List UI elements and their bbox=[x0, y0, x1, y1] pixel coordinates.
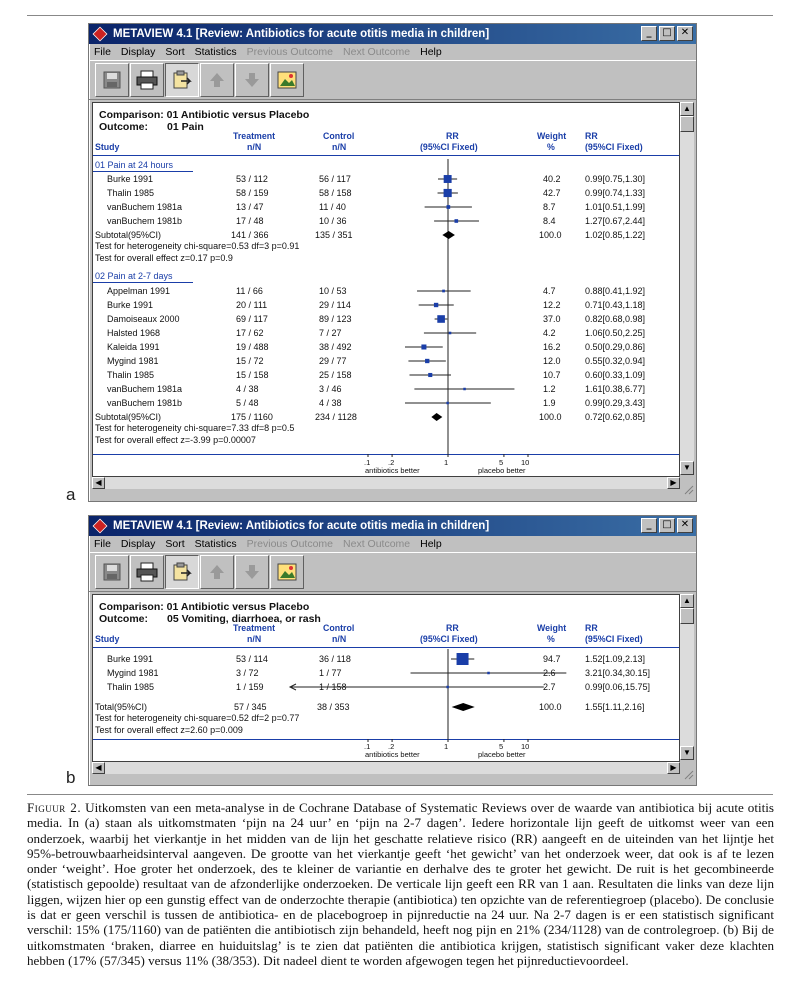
clipboard-arrow-icon bbox=[171, 70, 193, 90]
col-rr-ci-sub: (95%CI Fixed) bbox=[585, 634, 643, 644]
study-square bbox=[463, 388, 466, 391]
control-value: 36 / 118 bbox=[319, 654, 351, 664]
rr-ci-value: 0.72[0.62,0.85] bbox=[585, 412, 646, 422]
rr-ci-value: 1.27[0.67,2.44] bbox=[585, 216, 646, 226]
toolbar bbox=[89, 552, 696, 592]
col-rr: RR bbox=[446, 131, 459, 141]
study-name: vanBuchem 1981b bbox=[107, 398, 183, 408]
axis-tick-label: 10 bbox=[521, 742, 530, 751]
scroll-right-button[interactable]: ▶ bbox=[667, 762, 680, 774]
study-square bbox=[434, 303, 438, 307]
minimize-button[interactable]: _ bbox=[641, 518, 657, 533]
picture-icon bbox=[276, 562, 298, 582]
control-value: 29 / 77 bbox=[319, 356, 347, 366]
rr-ci-value: 0.71[0.43,1.18] bbox=[585, 300, 646, 310]
print-tool-button[interactable] bbox=[130, 555, 164, 589]
horizontal-scrollbar[interactable] bbox=[92, 477, 680, 489]
col-treatment-sub: n/N bbox=[247, 142, 262, 152]
caption-text: Uitkomsten van een meta-analyse in de Cochrane Database of Systematic Reviews over de waarde van antibiotica bij acute otitis media. In (a) staan als uitkomstmaten ‘pijn na 24 uur’ en ‘pijn na 2-7 dagen’. Iedere horizontale lijn geeft de uitkomst weer van een onderzoek, waarbij het vierkantje in het midden van de lijn het geschatte relatieve risico (RR) aangeeft en de uiteinden van het lijntje het 95%-betrouwbaarheidsinterval aangeven. De grootte van het vierkantje geeft ‘het gewicht’ van het onderzoek weer, dat ook is af te lezen onder ‘weight’. Hoe groter het onderzoek, des te kleiner de variantie en derhalve des te groter het gewicht. De ruit is het gecombineerde (statistisch gepoolde) resultaat van de afzonderlijke onderzoeken. De verticale lijn geeft een RR van 1 aan. Resultaten die links van deze lijn liggen, wijzen hier op een gunstig effect van de onderzochte therapie (antibiotica) ten opzichte van de referentiegroep (placebo). De conclusie is dat er geen verschil is tussen de antibiotica- en de placebogroep in pijnreductie na 24 uur. Na 2-7 dagen is er een statistisch significant verschil: 15% (175/1160) van de patiënten die antibiotisch zijn behandeld, heeft nog pijn en 21% (234/1128) van de controlegroep. (b) Bij de uitkomstmaten ‘braken, diarree en huiduitslag’ is te zien dat patiënten die antibiotica krijgen, statistisch significant vaker deze klachten hebben (17% (57/345) versus 11% (38/353). Dit nadeel dient te worden afgewogen tegen het pijnreductievoordeel. bbox=[27, 800, 774, 968]
menu-next-outcome: Next Outcome bbox=[343, 538, 411, 550]
save-tool-button[interactable] bbox=[95, 555, 129, 589]
study-square bbox=[428, 373, 432, 377]
col-rr-sub: (95%CI Fixed) bbox=[420, 634, 478, 644]
study-square bbox=[454, 219, 458, 223]
app-icon bbox=[93, 27, 108, 42]
control-value: 56 / 117 bbox=[319, 174, 351, 184]
treatment-value: 17 / 62 bbox=[236, 328, 264, 338]
overall-effect-test: Test for overall effect z=-3.99 p=0.00007 bbox=[95, 435, 256, 445]
control-value: 38 / 492 bbox=[319, 342, 352, 352]
rr-ci-value: 0.99[0.74,1.33] bbox=[585, 188, 646, 198]
save-icon bbox=[102, 562, 122, 582]
axis-tick-label: 5 bbox=[499, 742, 504, 751]
pooled-diamond bbox=[431, 413, 442, 421]
study-name: Thalin 1985 bbox=[107, 370, 155, 380]
col-weight-sub: % bbox=[547, 634, 555, 644]
close-button[interactable]: ✕ bbox=[677, 518, 693, 533]
axis-tick-label: 1 bbox=[444, 458, 449, 467]
weight-value: 10.7 bbox=[543, 370, 561, 380]
treatment-value: 13 / 47 bbox=[236, 202, 264, 212]
weight-value: 4.2 bbox=[543, 328, 556, 338]
clipboard-arrow-icon bbox=[171, 562, 193, 582]
figure-caption bbox=[27, 800, 774, 968]
study-square bbox=[457, 653, 469, 665]
title-bar bbox=[89, 516, 696, 536]
graph-tool-button[interactable] bbox=[270, 555, 304, 589]
scroll-right-button[interactable]: ▶ bbox=[667, 477, 680, 489]
metaview-window-b bbox=[88, 515, 697, 786]
menu-display[interactable]: Display bbox=[120, 538, 156, 550]
col-weight-sub: % bbox=[547, 142, 555, 152]
col-treatment: Treatment bbox=[233, 131, 276, 141]
comparison-title: Comparison: 01 Antibiotic versus Placebo bbox=[99, 601, 310, 613]
previous-tool-button[interactable] bbox=[200, 555, 234, 589]
treatment-value: 58 / 159 bbox=[236, 188, 269, 198]
weight-value: 37.0 bbox=[543, 314, 561, 324]
rr-ci-value: 0.99[0.29,3.43] bbox=[585, 398, 646, 408]
rr-ci-value: 1.61[0.38,6.77] bbox=[585, 384, 646, 394]
resize-grip-icon[interactable] bbox=[682, 483, 694, 495]
weight-value: 12.2 bbox=[543, 300, 561, 310]
menu-help[interactable]: Help bbox=[420, 46, 442, 58]
treatment-value: 175 / 1160 bbox=[231, 412, 273, 422]
pooled-diamond bbox=[442, 231, 455, 239]
menu-file[interactable]: File bbox=[94, 538, 111, 550]
placebo-better-label: placebo better bbox=[478, 750, 526, 759]
col-control: Control bbox=[323, 131, 355, 141]
overall-effect-test: Test for overall effect z=2.60 p=0.009 bbox=[95, 725, 243, 735]
close-button[interactable]: ✕ bbox=[677, 26, 693, 41]
arrow-down-icon bbox=[242, 562, 262, 582]
study-name: vanBuchem 1981a bbox=[107, 202, 183, 212]
subtotal-label: Subtotal(95%CI) bbox=[95, 412, 162, 422]
study-name: Thalin 1985 bbox=[107, 682, 155, 692]
study-name: Burke 1991 bbox=[107, 174, 154, 184]
forest-plot-area bbox=[92, 102, 680, 477]
weight-value: 1.9 bbox=[543, 398, 556, 408]
outcome-value: 05 Vomiting, diarrhoea, or rash bbox=[167, 613, 321, 625]
outcome-label: Outcome: bbox=[99, 613, 149, 625]
antibiotics-better-label: antibiotics better bbox=[365, 466, 420, 475]
study-name: Mygind 1981 bbox=[107, 668, 159, 678]
weight-value: 2.6 bbox=[543, 668, 556, 678]
rr-ci-value: 1.02[0.85,1.22] bbox=[585, 230, 646, 240]
menu-previous-outcome: Previous Outcome bbox=[246, 538, 334, 550]
study-name: Burke 1991 bbox=[107, 654, 154, 664]
menu-help[interactable]: Help bbox=[420, 538, 442, 550]
col-weight: Weight bbox=[537, 623, 567, 633]
control-value: 4 / 38 bbox=[319, 398, 342, 408]
treatment-value: 53 / 114 bbox=[236, 654, 268, 664]
axis-tick-label: 10 bbox=[521, 458, 530, 467]
weight-value: 8.4 bbox=[543, 216, 556, 226]
control-value: 135 / 351 bbox=[315, 230, 353, 240]
printer-icon bbox=[136, 562, 158, 582]
treatment-value: 53 / 112 bbox=[236, 174, 268, 184]
control-value: 7 / 27 bbox=[319, 328, 342, 338]
study-square bbox=[446, 686, 449, 689]
save-icon bbox=[102, 70, 122, 90]
pooled-diamond bbox=[452, 703, 475, 711]
study-name: Kaleida 1991 bbox=[107, 342, 160, 352]
control-value: 3 / 46 bbox=[319, 384, 342, 394]
study-name: Thalin 1985 bbox=[107, 188, 155, 198]
treatment-value: 19 / 488 bbox=[236, 342, 269, 352]
outcome-label: Outcome: bbox=[99, 121, 149, 133]
menu-previous-outcome: Previous Outcome bbox=[246, 46, 334, 58]
menu-bar bbox=[89, 44, 696, 60]
arrow-up-icon bbox=[207, 70, 227, 90]
antibiotics-better-label: antibiotics better bbox=[365, 750, 420, 759]
caption-label: Figuur 2. bbox=[27, 800, 82, 815]
rr-ci-value: 0.88[0.41,1.92] bbox=[585, 286, 646, 296]
treatment-value: 17 / 48 bbox=[236, 216, 264, 226]
col-rr-ci-sub: (95%CI Fixed) bbox=[585, 142, 643, 152]
rr-ci-value: 0.99[0.06,15.75] bbox=[585, 682, 651, 692]
treatment-value: 5 / 48 bbox=[236, 398, 259, 408]
control-value: 58 / 158 bbox=[319, 188, 352, 198]
col-control-sub: n/N bbox=[332, 634, 347, 644]
study-square bbox=[425, 359, 429, 363]
weight-value: 1.2 bbox=[543, 384, 556, 394]
axis-tick-label: .2 bbox=[388, 458, 395, 467]
export-tool-button[interactable] bbox=[165, 63, 199, 97]
col-control-sub: n/N bbox=[332, 142, 347, 152]
weight-value: 8.7 bbox=[543, 202, 556, 212]
col-rr-ci: RR bbox=[585, 623, 598, 633]
heterogeneity-test: Test for heterogeneity chi-square=0.53 df=3 p=0.91 bbox=[95, 241, 300, 251]
treatment-value: 141 / 366 bbox=[231, 230, 269, 240]
placebo-better-label: placebo better bbox=[478, 466, 526, 475]
next-tool-button[interactable] bbox=[235, 63, 269, 97]
menu-statistics[interactable]: Statistics bbox=[194, 46, 237, 58]
forest-plot-svg bbox=[93, 103, 677, 476]
study-square bbox=[442, 290, 445, 293]
maximize-button[interactable]: □ bbox=[659, 26, 675, 41]
axis-tick-label: .2 bbox=[388, 742, 395, 751]
weight-value: 42.7 bbox=[543, 188, 561, 198]
weight-value: 4.7 bbox=[543, 286, 556, 296]
treatment-value: 3 / 72 bbox=[236, 668, 259, 678]
window-title: METAVIEW 4.1 [Review: Antibiotics for acute otitis media in children] bbox=[113, 520, 490, 532]
scroll-up-button[interactable]: ▲ bbox=[680, 594, 694, 608]
col-rr-sub: (95%CI Fixed) bbox=[420, 142, 478, 152]
weight-value: 2.7 bbox=[543, 682, 556, 692]
weight-value: 40.2 bbox=[543, 174, 561, 184]
previous-tool-button[interactable] bbox=[200, 63, 234, 97]
subtotal-label: Subtotal(95%CI) bbox=[95, 230, 162, 240]
col-control: Control bbox=[323, 623, 355, 633]
study-square bbox=[444, 175, 452, 183]
menu-statistics[interactable]: Statistics bbox=[194, 538, 237, 550]
treatment-value: 11 / 66 bbox=[236, 286, 263, 296]
axis-tick-label: 5 bbox=[499, 458, 504, 467]
vertical-scrollbar[interactable] bbox=[680, 102, 694, 475]
top-rule bbox=[27, 15, 773, 16]
print-tool-button[interactable] bbox=[130, 63, 164, 97]
scroll-left-button[interactable]: ◀ bbox=[92, 762, 105, 774]
control-value: 234 / 1128 bbox=[315, 412, 357, 422]
control-value: 29 / 114 bbox=[319, 300, 351, 310]
weight-value: 94.7 bbox=[543, 654, 561, 664]
study-square bbox=[437, 315, 445, 323]
window-title: METAVIEW 4.1 [Review: Antibiotics for acute otitis media in children] bbox=[113, 28, 490, 40]
rr-ci-value: 3.21[0.34,30.15] bbox=[585, 668, 651, 678]
title-bar bbox=[89, 24, 696, 44]
treatment-value: 4 / 38 bbox=[236, 384, 259, 394]
rr-ci-value: 0.99[0.75,1.30] bbox=[585, 174, 646, 184]
control-value: 11 / 40 bbox=[319, 202, 346, 212]
total-label: Total(95%CI) bbox=[95, 702, 148, 712]
menu-sort[interactable]: Sort bbox=[165, 538, 185, 550]
heterogeneity-test: Test for heterogeneity chi-square=0.52 df=2 p=0.77 bbox=[95, 713, 300, 723]
maximize-button[interactable]: □ bbox=[659, 518, 675, 533]
app-icon bbox=[93, 519, 108, 534]
export-tool-button[interactable] bbox=[165, 555, 199, 589]
scroll-up-button[interactable]: ▲ bbox=[680, 102, 694, 116]
axis-tick-label: .1 bbox=[364, 742, 371, 751]
rr-ci-value: 1.55[1.11,2.16] bbox=[585, 702, 645, 712]
rr-ci-value: 1.52[1.09,2.13] bbox=[585, 654, 646, 664]
study-name: Burke 1991 bbox=[107, 300, 154, 310]
rr-ci-value: 0.55[0.32,0.94] bbox=[585, 356, 646, 366]
col-treatment-sub: n/N bbox=[247, 634, 262, 644]
col-rr: RR bbox=[446, 623, 459, 633]
col-weight: Weight bbox=[537, 131, 567, 141]
panel-letter-b: b bbox=[66, 768, 76, 787]
study-square bbox=[449, 332, 452, 335]
next-tool-button[interactable] bbox=[235, 555, 269, 589]
vertical-scrollbar[interactable] bbox=[680, 594, 694, 760]
arrow-down-icon bbox=[242, 70, 262, 90]
study-name: Appelman 1991 bbox=[107, 286, 171, 296]
control-value: 89 / 123 bbox=[319, 314, 352, 324]
menu-bar bbox=[89, 536, 696, 552]
axis-tick-label: 1 bbox=[444, 742, 449, 751]
treatment-value: 57 / 345 bbox=[234, 702, 267, 712]
caption-rule bbox=[27, 794, 773, 795]
panel-letter-a: a bbox=[66, 485, 76, 504]
metaview-window-a bbox=[88, 23, 697, 502]
control-value: 1 / 158 bbox=[319, 682, 347, 692]
comparison-title: Comparison: 01 Antibiotic versus Placebo bbox=[99, 109, 310, 121]
study-square bbox=[444, 189, 452, 197]
treatment-value: 69 / 117 bbox=[236, 314, 268, 324]
study-name: vanBuchem 1981a bbox=[107, 384, 183, 394]
treatment-value: 15 / 72 bbox=[236, 356, 264, 366]
scroll-left-button[interactable]: ◀ bbox=[92, 477, 105, 489]
control-value: 38 / 353 bbox=[317, 702, 350, 712]
axis-tick-label: .1 bbox=[364, 458, 371, 467]
col-treatment: Treatment bbox=[233, 623, 276, 633]
treatment-value: 20 / 111 bbox=[236, 300, 268, 310]
weight-value: 100.0 bbox=[539, 702, 562, 712]
graph-tool-button[interactable] bbox=[270, 63, 304, 97]
study-square bbox=[487, 672, 490, 675]
weight-value: 16.2 bbox=[543, 342, 561, 352]
menu-file[interactable]: File bbox=[94, 46, 111, 58]
heterogeneity-test: Test for heterogeneity chi-square=7.33 df=8 p=0.5 bbox=[95, 423, 295, 433]
horizontal-scrollbar[interactable] bbox=[92, 762, 680, 774]
control-value: 25 / 158 bbox=[319, 370, 352, 380]
menu-sort[interactable]: Sort bbox=[165, 46, 185, 58]
weight-value: 100.0 bbox=[539, 230, 562, 240]
study-name: Halsted 1968 bbox=[107, 328, 161, 338]
minimize-button[interactable]: _ bbox=[641, 26, 657, 41]
forest-plot-area bbox=[92, 594, 680, 762]
toolbar bbox=[89, 60, 696, 100]
printer-icon bbox=[136, 70, 158, 90]
weight-value: 12.0 bbox=[543, 356, 561, 366]
study-square bbox=[421, 344, 426, 349]
forest-plot-svg bbox=[93, 595, 677, 761]
treatment-value: 1 / 159 bbox=[236, 682, 264, 692]
outcome-value: 01 Pain bbox=[167, 121, 204, 133]
col-rr-ci: RR bbox=[585, 131, 598, 141]
col-study: Study bbox=[95, 142, 120, 152]
control-value: 1 / 77 bbox=[319, 668, 342, 678]
scroll-down-button[interactable]: ▼ bbox=[680, 461, 694, 475]
weight-value: 100.0 bbox=[539, 412, 562, 422]
save-tool-button[interactable] bbox=[95, 63, 129, 97]
group-title: 02 Pain at 2-7 days bbox=[95, 271, 173, 281]
study-square bbox=[447, 205, 451, 209]
study-square bbox=[446, 402, 449, 405]
study-name: Damoiseaux 2000 bbox=[107, 314, 180, 324]
scroll-thumb[interactable] bbox=[680, 608, 694, 624]
resize-grip-icon[interactable] bbox=[682, 768, 694, 780]
menu-next-outcome: Next Outcome bbox=[343, 46, 411, 58]
group-title: 01 Pain at 24 hours bbox=[95, 160, 174, 170]
scroll-thumb[interactable] bbox=[680, 116, 694, 132]
control-value: 10 / 53 bbox=[319, 286, 347, 296]
rr-ci-value: 1.06[0.50,2.25] bbox=[585, 328, 646, 338]
rr-ci-value: 0.60[0.33,1.09] bbox=[585, 370, 646, 380]
treatment-value: 15 / 158 bbox=[236, 370, 269, 380]
overall-effect-test: Test for overall effect z=0.17 p=0.9 bbox=[95, 253, 233, 263]
control-value: 10 / 36 bbox=[319, 216, 347, 226]
scroll-down-button[interactable]: ▼ bbox=[680, 746, 694, 760]
menu-display[interactable]: Display bbox=[120, 46, 156, 58]
picture-icon bbox=[276, 70, 298, 90]
study-name: vanBuchem 1981b bbox=[107, 216, 183, 226]
arrow-up-icon bbox=[207, 562, 227, 582]
study-name: Mygind 1981 bbox=[107, 356, 159, 366]
rr-ci-value: 0.50[0.29,0.86] bbox=[585, 342, 646, 352]
rr-ci-value: 1.01[0.51,1.99] bbox=[585, 202, 646, 212]
col-study: Study bbox=[95, 634, 120, 644]
rr-ci-value: 0.82[0.68,0.98] bbox=[585, 314, 646, 324]
